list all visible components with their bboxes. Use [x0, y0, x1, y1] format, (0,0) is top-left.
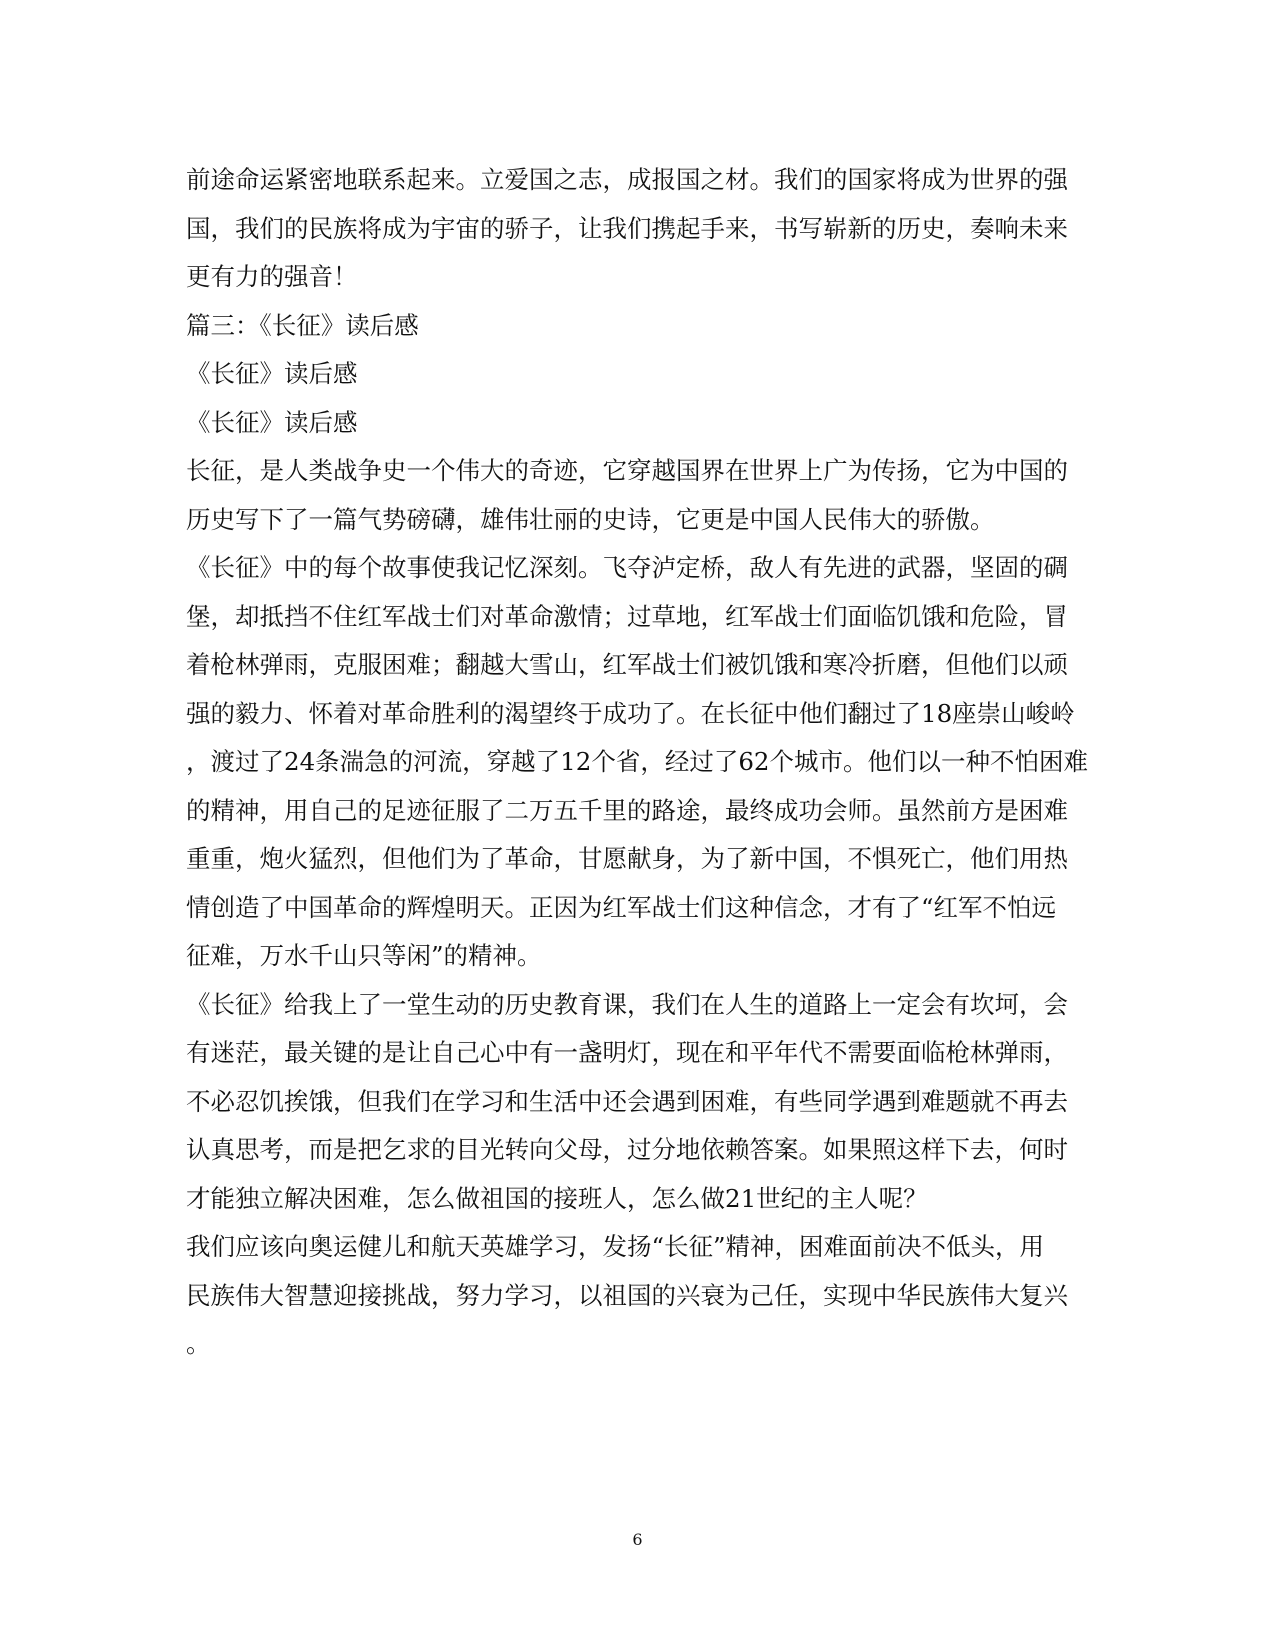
text-line: 更有力的强音！: [186, 262, 358, 291]
text-line: 国，我们的民族将成为宇宙的骄子，让我们携起手来，书写崭新的历史，奏响未来: [186, 213, 1068, 243]
text-line: ，渡过了24条湍急的河流，穿越了12个省，经过了62个城市。他们以一种不怕困难: [186, 747, 1089, 776]
text-line: 才能独立解决困难，怎么做祖国的接班人，怎么做21世纪的主人呢？: [186, 1183, 928, 1213]
text-line: 情创造了中国革命的辉煌明天。正因为红军战士们这种信念，才有了“红军不怕远: [186, 892, 1057, 922]
article-title: 《长征》读后感: [186, 407, 358, 437]
text-line: 历史写下了一篇气势磅礴，雄伟壮丽的史诗，它更是中国人民伟大的骄傲。: [186, 504, 995, 534]
document-body: [186, 156, 1089, 1369]
text-line: 认真思考，而是把乞求的目光转向父母，过分地依赖答案。如果照这样下去，何时: [186, 1135, 1068, 1164]
text-line: 有迷茫，最关键的是让自己心中有一盏明灯，现在和平年代不需要面临枪林弹雨，: [186, 1038, 1068, 1067]
text-line: 长征，是人类战争史一个伟大的奇迹，它穿越国界在世界上广为传扬，它为中国的: [186, 456, 1068, 485]
text-line: 堡，却抵挡不住红军战士们对革命激情；过草地，红军战士们面临饥饿和危险，冒: [186, 601, 1068, 631]
text-line: 。: [186, 1329, 211, 1358]
text-line: 强的毅力、怀着对革命胜利的渴望终于成功了。在长征中他们翻过了18座崇山峻岭: [186, 698, 1075, 728]
text-line: 征难，万水千山只等闲”的精神。: [186, 941, 542, 970]
article-title: 《长征》读后感: [186, 359, 358, 388]
text-line: 着枪林弹雨，克服困难；翻越大雪山，红军战士们被饥饿和寒冷折磨，但他们以顽: [186, 650, 1068, 679]
text-line: 的精神，用自己的足迹征服了二万五千里的路途，最终成功会师。虽然前方是困难: [186, 795, 1068, 825]
text-line: 我们应该向奥运健儿和航天英雄学习，发扬“长征”精神，困难面前决不低头，用: [186, 1232, 1045, 1261]
text-line: 《长征》中的每个故事使我记忆深刻。飞夺泸定桥，敌人有先进的武器，坚固的碉: [186, 553, 1068, 582]
text-line: 前途命运紧密地联系起来。立爱国之志，成报国之材。我们的国家将成为世界的强: [186, 165, 1068, 194]
text-line: 不必忍饥挨饿，但我们在学习和生活中还会遇到困难，有些同学遇到难题就不再去: [186, 1086, 1068, 1116]
text-line: 民族伟大智慧迎接挑战，努力学习，以祖国的兴衰为己任，实现中华民族伟大复兴: [186, 1280, 1068, 1310]
text-line: 《长征》给我上了一堂生动的历史教育课，我们在人生的道路上一定会有坎坷，会: [186, 989, 1068, 1019]
section-heading: 篇三：《长征》读后感: [186, 310, 419, 340]
page-number: 6: [632, 1530, 643, 1549]
text-line: 重重，炮火猛烈，但他们为了革命，甘愿献身，为了新中国，不惧死亡，他们用热: [186, 844, 1068, 873]
